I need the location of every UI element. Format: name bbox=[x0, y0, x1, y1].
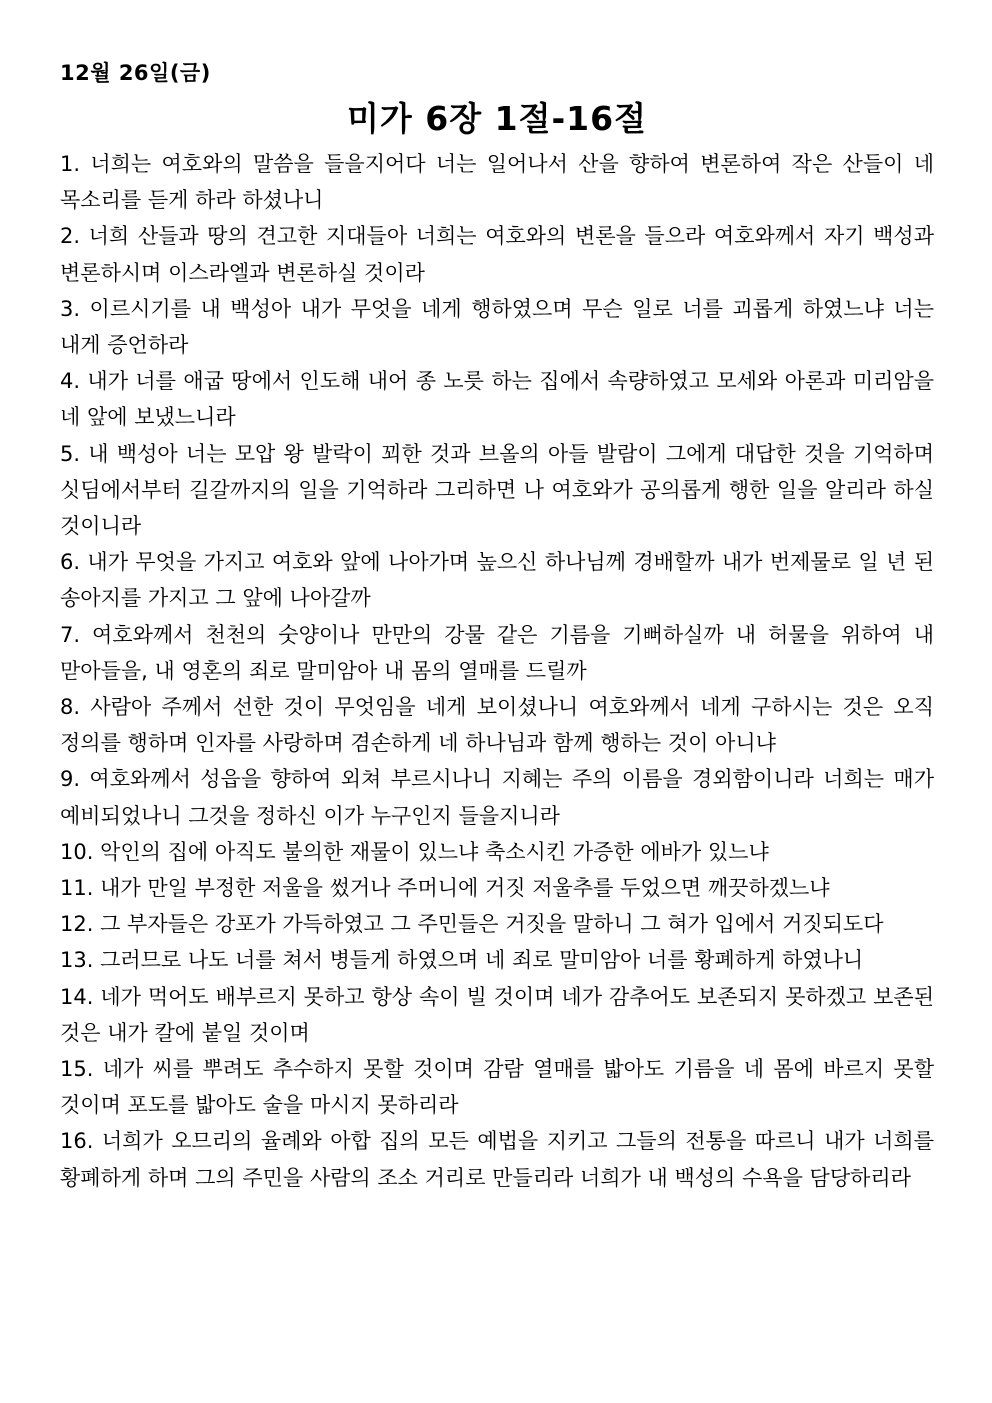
verse-12: 12. 그 부자들은 강포가 가득하였고 그 주민들은 거짓을 말하니 그 혀가 입에서 거짓되도다 bbox=[60, 912, 884, 937]
verse-5: 5. 내 백성아 너는 모압 왕 발락이 꾀한 것과 브올의 아들 발람이 그에게 대답한 것을 기억하며 싯딤에서부터 길갈까지의 일을 기억하라 그리하면 나 여호와가 공의롭게 행한 일을 알리라 하실 것이니라 bbox=[60, 441, 934, 539]
verse-11: 11. 내가 만일 부정한 저울을 썼거나 주머니에 거짓 저울추를 두었으면 깨끗하겠느냐 bbox=[60, 876, 830, 901]
verse-15: 15. 네가 씨를 뿌려도 추수하지 못할 것이며 감람 열매를 밟아도 기름을 네 몸에 바르지 못할 것이며 포도를 밟아도 술을 마시지 못하리라 bbox=[60, 1057, 934, 1118]
verse-7: 7. 여호와께서 천천의 숫양이나 만만의 강물 같은 기름을 기뻐하실까 내 허물을 위하여 내 맏아들을, 내 영혼의 죄로 말미암아 내 몸의 열매를 드릴까 bbox=[60, 622, 934, 683]
date-heading: 12월 26일(금) bbox=[60, 61, 211, 85]
verse-6: 6. 내가 무엇을 가지고 여호와 앞에 나아가며 높으신 하나님께 경배할까 내가 번제물로 일 년 된 송아지를 가지고 그 앞에 나아갈까 bbox=[60, 550, 934, 611]
verse-9: 9. 여호와께서 성읍을 향하여 외쳐 부르시나니 지혜는 주의 이름을 경외함이니라 너희는 매가 예비되었나니 그것을 정하신 이가 누구인지 들을지니라 bbox=[60, 767, 934, 828]
verse-1: 1. 너희는 여호와의 말씀을 들을지어다 너는 일어나서 산을 향하여 변론하여 작은 산들이 네 목소리를 듣게 하라 하셨나니 bbox=[60, 152, 934, 213]
verse-10: 10. 악인의 집에 아직도 불의한 재물이 있느냐 축소시킨 가증한 에바가 있느냐 bbox=[60, 839, 769, 864]
verse-8: 8. 사람아 주께서 선한 것이 무엇임을 네게 보이셨나니 여호와께서 네게 구하시는 것은 오직 정의를 행하며 인자를 사랑하며 겸손하게 네 하나님과 함께 행하는 것이 아니냐 bbox=[60, 695, 934, 756]
verse-list bbox=[60, 146, 934, 1196]
verse-3: 3. 이르시기를 내 백성아 내가 무엇을 네게 행하였으며 무슨 일로 너를 괴롭게 하였느냐 너는 내게 증언하라 bbox=[60, 296, 934, 358]
verse-16: 16. 너희가 오므리의 율례와 아합 집의 모든 예법을 지키고 그들의 전통을 따르니 내가 너희를 황폐하게 하며 그의 주민을 사람의 조소 거리로 만들리라 너희가 내 백성의 수욕을 담당하리라 bbox=[60, 1129, 934, 1190]
verse-14: 14. 네가 먹어도 배부르지 못하고 항상 속이 빌 것이며 네가 감추어도 보존되지 못하겠고 보존된 것은 내가 칼에 붙일 것이며 bbox=[60, 984, 934, 1045]
verse-13: 13. 그러므로 나도 너를 쳐서 병들게 하였으며 네 죄로 말미암아 너를 황폐하게 하였나니 bbox=[60, 948, 864, 973]
verse-2: 2. 너희 산들과 땅의 견고한 지대들아 너희는 여호와의 변론을 들으라 여호와께서 자기 백성과 변론하시며 이스라엘과 변론하실 것이라 bbox=[60, 224, 934, 285]
page-title: 미가 6장 1절-16절 bbox=[347, 99, 647, 138]
verse-4: 4. 내가 너를 애굽 땅에서 인도해 내어 종 노릇 하는 집에서 속량하였고 모세와 아론과 미리암을 네 앞에 보냈느니라 bbox=[60, 369, 934, 430]
